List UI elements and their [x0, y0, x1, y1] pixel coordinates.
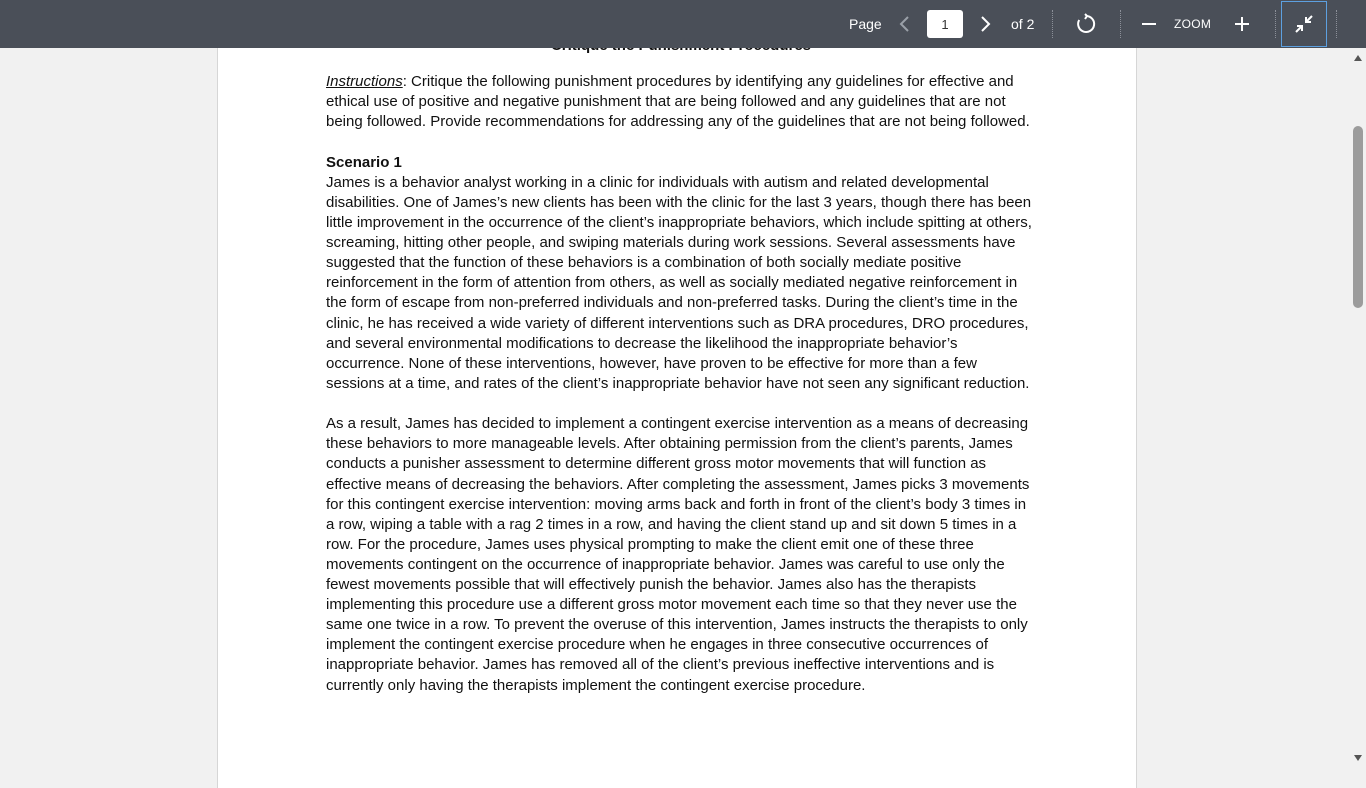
- document-page: [217, 28, 1137, 788]
- scenario-1-paragraph: [326, 153, 1036, 394]
- rotate-icon: [1075, 13, 1097, 35]
- scroll-down-button[interactable]: [1350, 750, 1366, 766]
- instructions-paragraph: [326, 72, 1036, 132]
- zoom-label: ZOOM: [1174, 17, 1212, 31]
- scenario-1-paragraph-2: As a result, James has decided to implement a contingent exercise intervention as a means of decreasing these behaviors to more manageable levels. After obtaining permission from the client’s parents, James conducts a punisher assessment to determine different gross motor movements that will function as effective means of decreasing the behaviors. After completing the assessment, James picks 3 movements for this contingent exercise intervention: moving arms back and forth in front of the client’s body 3 times in a row, wiping a table with a rag 2 times in a row, and having the client stand up and sit down 5 times in a row. For the procedure, James uses physical prompting to make the client emit one of these three movements contingent on the occurrence of inappropriate behavior. James was careful to use only the fewest movements possible that will effectively punish the behavior. James also has the therapists implementing this procedure use a different gross motor movement each time so that they never use the same one twice in a row. To prevent the overuse of this intervention, James instructs the therapists to only implement the contingent exercise procedure when he engages in three consecutive occurrences of inappropriate behavior. James has removed all of the client’s previous ineffective interventions and is currently only having the therapists implement the contingent exercise procedure.: [326, 415, 1030, 694]
- rotate-button[interactable]: [1073, 0, 1099, 48]
- collapse-icon: [1294, 14, 1314, 34]
- page-label: Page: [849, 16, 882, 32]
- instructions-label: Instructions: [326, 73, 403, 91]
- arrow-down-icon: [1353, 754, 1363, 762]
- arrow-up-icon: [1353, 54, 1363, 62]
- zoom-out-button[interactable]: [1139, 0, 1159, 48]
- page-number-input[interactable]: [927, 10, 963, 38]
- page-number-field: [927, 0, 963, 48]
- toolbar-divider: [1120, 10, 1121, 38]
- instructions-text: : Critique the following punishment procedures by identifying any guidelines for effective and ethical use of positive and negative punishment that are being followed and any guidelines that are not being followed. Provide recommendations for addressing any of the guidelines that are not being followed.: [326, 73, 1030, 131]
- toolbar-divider: [1275, 10, 1276, 38]
- chevron-left-icon: [898, 15, 910, 33]
- previous-page-button[interactable]: [892, 0, 916, 48]
- scenario-1-text: James is a behavior analyst working in a clinic for individuals with autism and related developmental disabilities. One of James’s new clients has been with the clinic for the last 3 years, though there has been little improvement in the occurrence of the client’s inappropriate behaviors, which include spitting at others, screaming, hitting other people, and swiping materials during work sessions. Several assessments have suggested that the function of these behaviors is a combination of both socially mediate positive reinforcement in the form of attention from others, as well as socially mediated negative reinforcement in the form of escape from non-preferred individuals and non-preferred tasks. During the client’s time in the clinic, he has received a wide variety of different interventions such as DRA procedures, DRO procedures, and several environmental modifications to decrease the likelihood the inappropriate behavior’s occurrence. None of these interventions, however, have proven to be effective for more than a few sessions at a time, and rates of the client’s inappropriate behavior have not seen any significant reduction.: [326, 173, 1032, 392]
- document-viewer[interactable]: [0, 48, 1350, 768]
- zoom-in-button[interactable]: [1231, 0, 1253, 48]
- toolbar-divider: [1336, 10, 1337, 38]
- scenario-heading: Scenario 1: [326, 153, 402, 171]
- page-count-label: of 2: [1011, 16, 1035, 32]
- next-page-button[interactable]: [974, 0, 998, 48]
- document-body: [326, 36, 1036, 716]
- toolbar-divider: [1052, 10, 1053, 38]
- scroll-up-button[interactable]: [1350, 50, 1366, 66]
- minus-icon: [1141, 16, 1157, 32]
- plus-icon: [1234, 16, 1250, 32]
- scrollbar-thumb[interactable]: [1353, 126, 1363, 308]
- pdf-toolbar: [0, 0, 1366, 48]
- exit-fullscreen-button[interactable]: [1281, 1, 1327, 47]
- chevron-right-icon: [980, 15, 992, 33]
- vertical-scrollbar[interactable]: [1350, 48, 1366, 768]
